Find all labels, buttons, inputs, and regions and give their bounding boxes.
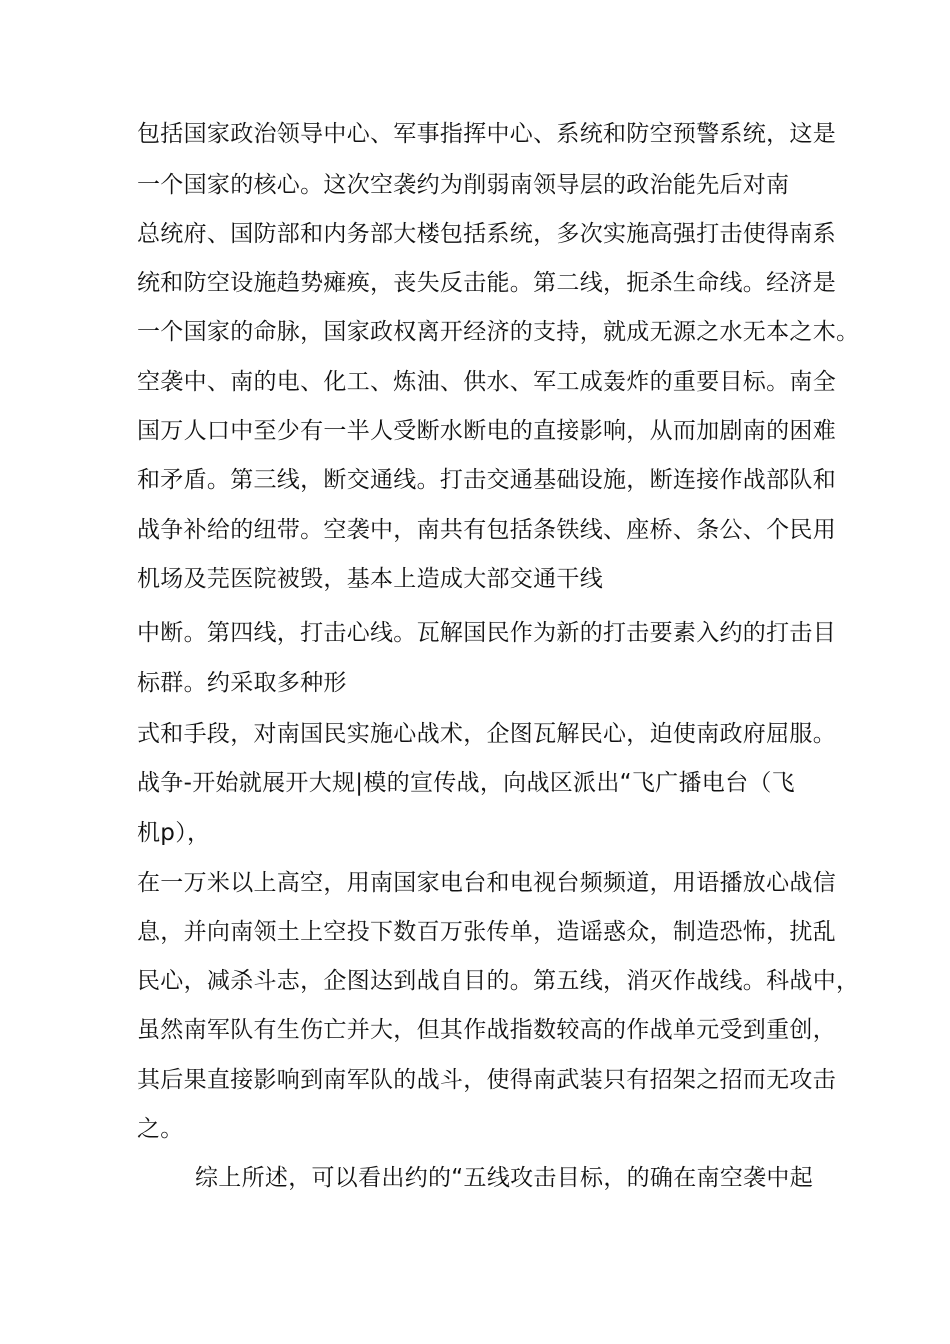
- text-line: 机场及芫医院被毁，基本上造成大部交通干线: [137, 566, 603, 592]
- text-line: 虽然南军队有生伤亡并大，但其作战指数较高的作战单元受到重创，: [137, 1017, 836, 1043]
- text-line: 标群。约采取多种形: [137, 670, 347, 696]
- text-line: 包括国家政治领导中心、军事指挥中心、系统和防空预警系统，这是: [137, 121, 836, 147]
- text-line: 空袭中、南的电、化工、炼油、供水、军工成轰炸的重要目标。南全: [137, 369, 836, 395]
- text-line: 战争-开始就展开大规|模的宣传战，向战区派出“飞广播电台（飞: [137, 770, 795, 796]
- text-line: 国万人口中至少有一半人受断水断电的直接影响，从而加剧南的困难: [137, 418, 836, 444]
- text-line: 息，并向南领土上空投下数百万张传单，造谣惑众，制造恐怖，扰乱: [137, 919, 836, 945]
- text-line: 民心，减杀斗志，企图达到战自目的。第五线，消灭作战线。科战中，: [137, 968, 860, 994]
- paragraph-first-line: 综上所述，可以看出约的“五线攻击目标，的确在南空袭中起: [195, 1165, 814, 1191]
- text-line: 在一万米以上高空，用南国家电台和电视台频频道，用语播放心战信: [137, 870, 836, 896]
- text-line: 一个国家的核心。这次空袭约为削弱南领导层的政治能先后对南: [137, 172, 790, 198]
- text-line: 机p），: [137, 820, 211, 846]
- text-line: 和矛盾。第三线，断交通线。打击交通基础设施，断连接作战部队和: [137, 467, 836, 493]
- text-line: 战争补给的纽带。空袭中，南共有包括条铁线、座桥、条公、个民用: [137, 517, 836, 543]
- text-line: 之。: [137, 1116, 184, 1142]
- text-line: 统和防空设施趋势瘫痪，丧失反击能。第二线，扼杀生命线。经济是: [137, 270, 836, 296]
- text-line: 中断。第四线，打击心线。瓦解国民作为新的打击要素入约的打击目: [137, 620, 836, 646]
- text-line: 总统府、国防部和内务部大楼包括系统，多次实施高强打击使得南系: [137, 221, 836, 247]
- text-line: 式和手段，对南国民实施心战术，企图瓦解民心，迫使南政府屈服。: [137, 721, 836, 747]
- text-line: 其后果直接影响到南军队的战斗，使得南武装只有招架之招而无攻击: [137, 1067, 836, 1093]
- text-line: 一个国家的命脉，国家政权离开经济的支持，就成无源之水无本之木。: [137, 319, 860, 345]
